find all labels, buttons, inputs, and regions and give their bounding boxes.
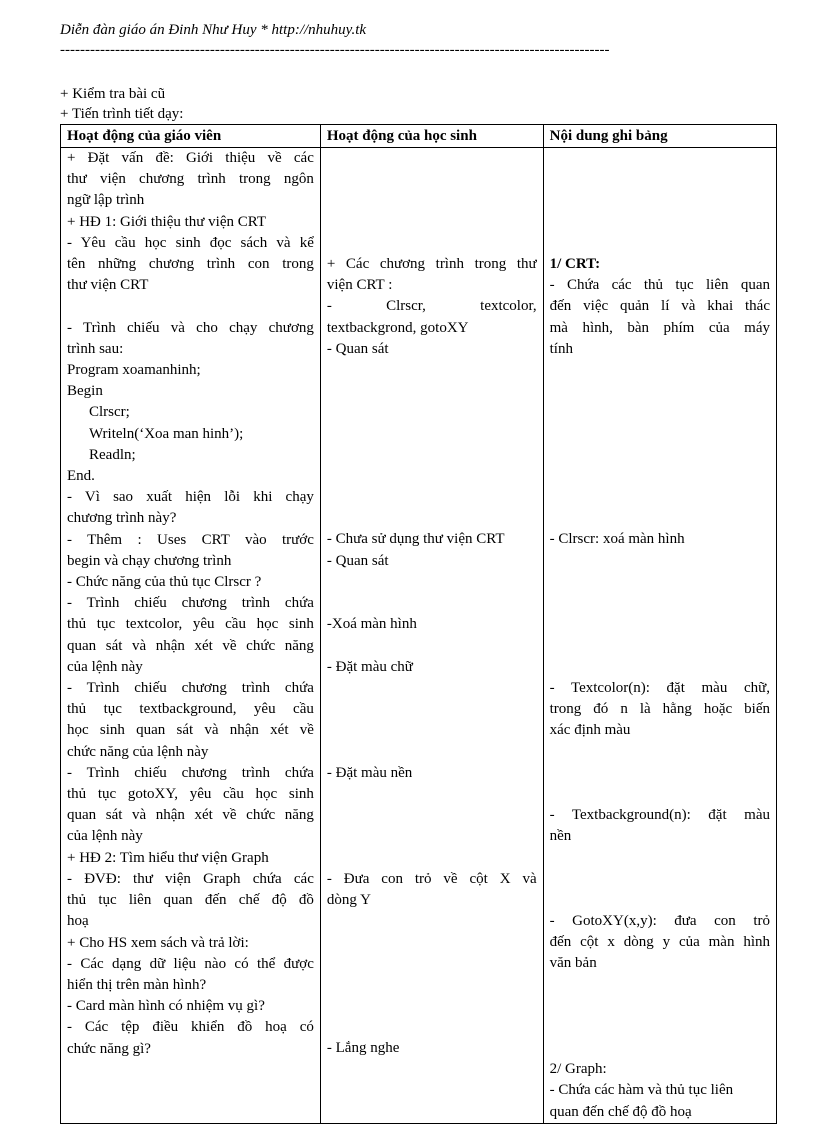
student-line [327,975,537,996]
board-line: xác định màu [549,722,631,739]
board-line: - Textbackground(n): đặt màu [549,806,770,823]
student-line [327,190,537,211]
board-line: nền [549,828,572,845]
student-line [327,360,537,381]
board-line [550,487,770,508]
student-line: + Các chương trình trong thư [326,255,537,272]
teacher-line: - Card màn hình có nhiệm vụ gì? [67,998,265,1015]
teacher-line: - Trình chiếu chương trình chứa [67,595,314,612]
teacher-line: begin và chạy chương trình [67,552,232,569]
student-line [327,381,537,402]
teacher-line: - Các tệp điều khiển đồ hoạ có [67,1019,314,1036]
student-line: dòng Y [326,891,371,908]
board-line: 1/ CRT: [549,255,601,272]
student-line [327,169,537,190]
board-line: trong đó n là hằng hoặc biến [549,700,770,717]
board-line: - GotoXY(x,y): đưa con trỏ [549,912,770,929]
teacher-line: Clrscr; [89,404,130,421]
intro-line-progress: + Tiến trình tiết dạy: [60,106,184,122]
board-line [550,741,770,762]
teacher-line: + Đặt vấn đề: Giới thiệu về các [67,150,314,166]
student-line: - Đặt màu chữ [326,658,413,675]
board-line [550,402,770,423]
teacher-line: của lệnh này [67,658,143,675]
intro-line-review: + Kiểm tra bài cũ [60,86,166,102]
board-line [550,572,770,593]
teacher-line: Begin [67,383,103,400]
student-line: - Đặt màu nền [326,764,413,781]
teacher-line: ngữ lập trình [67,192,145,209]
teacher-line [67,296,314,317]
teacher-line: chức năng của lệnh này [67,743,209,760]
header-divider: -------------------------------------------------------------------------------------------------------------- [60,42,610,58]
board-line [550,466,770,487]
board-line [550,784,770,805]
student-line [327,402,537,423]
student-line: - Quan sát [326,552,389,569]
board-line [550,424,770,445]
teacher-line: - Chức năng của thủ tục Clrscr ? [67,574,262,591]
board-line: văn bản [549,955,597,972]
board-line [550,169,770,190]
student-line [327,847,537,868]
header-student: Hoạt động của học sinh [320,125,543,148]
board-line [550,975,770,996]
teacher-line: Writeln(‘Xoa man hinh’); [89,425,244,442]
board-line: - Chứa các thủ tục liên quan [549,277,770,294]
board-line: 2/ Graph: [549,1061,607,1078]
teacher-line: - Trình chiếu và cho chạy chương [67,319,314,336]
teacher-line: - Các dạng dữ liệu nào có thể được [67,955,314,972]
board-line [550,996,770,1017]
teacher-line: quan sát và nhận xét về chức năng [67,807,314,824]
board-line [550,869,770,890]
header-board: Nội dung ghi bảng [543,125,776,148]
teacher-line: hoạ [67,913,89,930]
board-line: đến việc quản lí và khai thác [549,298,770,315]
student-line [327,1017,537,1038]
teacher-line: quan sát và nhận xét về chức năng [67,637,314,654]
teacher-line: thủ tục liên quan đến chế độ đồ [67,892,314,909]
teacher-line: thủ tục gotoXY, yêu cầu học sinh [67,786,314,803]
teacher-line: - Trình chiếu chương trình chứa [67,764,314,781]
teacher-line: thủ tục textcolor, yêu cầu học sinh [67,616,314,633]
student-line: textbackgrond, gotoXY [326,319,469,336]
board-line: - Clrscr: xoá màn hình [549,531,685,548]
teacher-line: - Trình chiếu chương trình chứa [67,680,314,697]
board-line [550,847,770,868]
teacher-line: thư viện chương trình trong ngôn [67,171,314,188]
board-line: - Chứa các hàm và thủ tục liên [549,1082,734,1099]
student-line: - Quan sát [326,340,389,357]
board-line [550,1038,770,1059]
board-line [550,593,770,614]
teacher-line: chức năng gì? [67,1040,151,1057]
student-line [327,826,537,847]
board-line [550,763,770,784]
header-teacher: Hoạt động của giáo viên [61,125,321,148]
teacher-line: Program xoamanhinh; [67,362,201,379]
board-line [550,890,770,911]
student-line [327,996,537,1017]
board-line [550,635,770,656]
student-line [327,741,537,762]
student-activity-cell [320,148,543,1124]
teacher-line: chương trình này? [67,510,177,527]
board-line [550,190,770,211]
board-line [550,148,770,169]
teacher-line: tên những chương trình con trong [67,256,314,273]
student-line [327,635,537,656]
student-line: - Clrscr, textcolor, [326,298,537,315]
teacher-line: thư viện CRT [67,277,149,294]
student-line [327,445,537,466]
lesson-table [60,124,777,1124]
teacher-line: thủ tục textbackground, yêu cầu [67,701,314,718]
page-header-title: Diễn đàn giáo án Đinh Như Huy * http://nhuhuy.tk [60,22,367,38]
teacher-line: của lệnh này [67,828,143,845]
teacher-line: hiển thị trên màn hình? [67,976,207,993]
teacher-line: End. [67,468,95,485]
student-line: -Xoá màn hình [326,616,417,633]
student-line [327,593,537,614]
student-line [327,466,537,487]
student-line [327,932,537,953]
student-line: - Lắng nghe [326,1040,400,1057]
student-line [327,699,537,720]
student-line: - Chưa sử dụng thư viện CRT [326,531,505,548]
teacher-line: - ĐVĐ: thư viện Graph chứa các [67,870,314,887]
teacher-line: + HĐ 1: Giới thiệu thư viện CRT [67,213,267,230]
board-line [550,551,770,572]
student-line: viện CRT : [326,277,393,294]
teacher-activity-cell [61,148,321,1124]
student-line [327,233,537,254]
board-line: tính [549,340,573,357]
student-line [327,953,537,974]
board-line [550,1017,770,1038]
board-line [550,360,770,381]
board-line [550,508,770,529]
student-line [327,508,537,529]
teacher-line: học sinh quan sát và nhận xét về [67,722,314,739]
table-row [61,148,777,1124]
teacher-line: - Yêu cầu học sinh đọc sách và kể [67,234,314,251]
student-line: - Đưa con trỏ về cột X và [326,870,537,887]
student-line [327,805,537,826]
board-line: - Textcolor(n): đặt màu chữ, [549,679,770,696]
student-line [327,678,537,699]
student-line [327,148,537,169]
teacher-line: + HĐ 2: Tìm hiểu thư viện Graph [67,849,269,866]
teacher-line: trình sau: [67,340,124,357]
teacher-line: + Cho HS xem sách và trả lời: [67,934,249,951]
table-header-row [61,125,777,148]
student-line [327,424,537,445]
board-line [550,233,770,254]
board-line [550,445,770,466]
board-content-cell [543,148,776,1124]
student-line [327,212,537,233]
board-line [550,212,770,233]
student-line [327,572,537,593]
board-line [550,381,770,402]
board-line [550,657,770,678]
board-line: mà hình, bàn phím của máy [549,319,770,336]
board-line [550,614,770,635]
student-line [327,720,537,741]
board-line: đến cột x dòng y của màn hình [549,934,770,951]
teacher-line: Readln; [89,446,136,463]
student-line [327,911,537,932]
teacher-line: - Thêm : Uses CRT vào trước [67,531,314,548]
student-line [327,784,537,805]
student-line [327,487,537,508]
board-line: quan đến chế độ đồ hoạ [549,1103,692,1120]
intro-section [60,84,183,124]
teacher-line: - Vì sao xuất hiện lỗi khi chạy [67,489,314,506]
